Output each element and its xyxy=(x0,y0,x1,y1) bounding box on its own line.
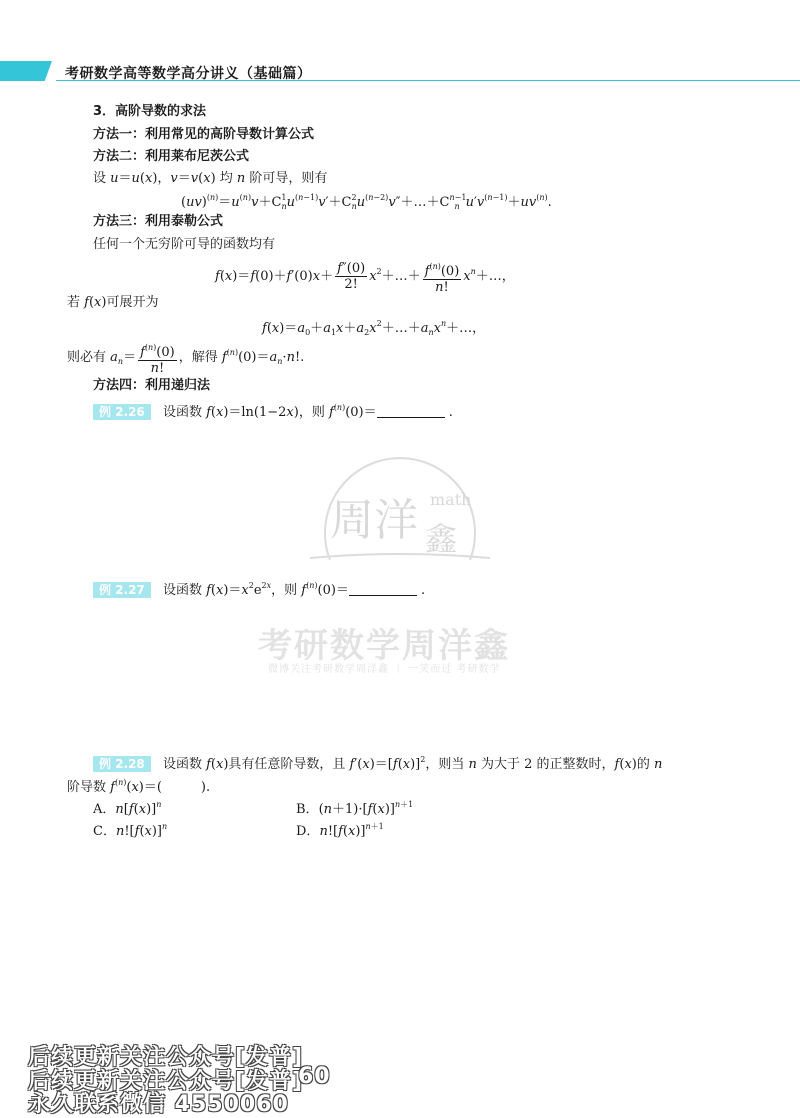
footer-line-3: 永久联系微信 4550060 xyxy=(28,1092,289,1117)
footer-line-2: 后续更新关注公众号[发普] xyxy=(28,1069,304,1094)
method-two-text: 设 u＝u(x)，v＝v(x) 均 n 阶可导，则有 xyxy=(93,171,328,186)
page-header-title: 考研数学高等数学高分讲义（基础篇） xyxy=(65,66,312,82)
watermark-logo-text: 周洋 xyxy=(330,495,418,546)
option-a: A．$n[f(x)]^n$ xyxy=(93,800,162,817)
example-tag: 例 2.27 xyxy=(93,582,151,598)
option-d: D．$n![f(x)]^{n+1}$ xyxy=(296,822,384,839)
watermark-logo xyxy=(300,440,500,590)
method-one: 方法一：利用常见的高阶导数计算公式 xyxy=(93,127,315,142)
coefficient-relation: 则必有 $a_n=$ $\frac{f^{(n)}(0)}{n!}$ ，解得 $f^{(n)}(0)=a_n\cdot n$!. xyxy=(67,336,304,379)
power-series: $f(x)=a_0+a_1x+a_2x^2+\dots+a_nx^n+\dots$， xyxy=(262,319,486,337)
method-two: 方法二：利用莱布尼茨公式 xyxy=(93,149,250,164)
watermark-logo-char: 鑫 xyxy=(425,520,458,558)
watermark-brand: 考研数学周洋鑫 xyxy=(258,626,510,666)
example-2-28: 例 2.28 设函数 f(x)具有任意阶导数，且 $f'(x)=[f(x)]^2$，则当 n 为大于 2 的正整数时，f(x)的 n xyxy=(93,752,662,773)
option-b: B．$(n+1)\cdot[f(x)]^{n+1}$ xyxy=(296,800,414,817)
example-tag: 例 2.28 xyxy=(93,756,151,772)
method-four: 方法四：利用递归法 xyxy=(93,378,211,393)
expand-text: 若 f(x)可展开为 xyxy=(67,295,159,310)
header-accent-band xyxy=(0,61,52,81)
example-tag: 例 2.26 xyxy=(93,404,151,420)
watermark-slogan: 微博关注考研数学周洋鑫 ｜ 一笑而过 考研数学 xyxy=(268,664,501,675)
example-2-28-line2: 阶导数 $f^{(n)}(x)=$( ). xyxy=(67,778,211,795)
example-2-26: 例 2.26 设函数 f(x)＝ln(1−2x)，则 $f^{(n)}(0)=$ . xyxy=(93,400,453,421)
leibniz-formula: $(uv)^{(n)}=u^{(n)}v+C^1_nu^{(n-1)}v'+C^2_nu^{(n-2)}v''+\dots+C^{n-1}_n$ $u'v^{(n-1)}+uv^{(n)}$. xyxy=(181,193,552,211)
section-heading: 3．高阶导数的求法 xyxy=(93,104,207,119)
method-three-text: 任何一个无穷阶可导的函数均有 xyxy=(93,237,276,252)
footer-line-1: 后续更新关注公众号[发普] xyxy=(28,1045,304,1070)
example-2-27: 例 2.27 设函数 $f(x)=x^2e^{2x}$，则 $f^{(n)}(0)=$ . xyxy=(93,578,425,599)
option-c: C．$n![f(x)]^n$ xyxy=(93,822,168,839)
watermark-logo-sub: math xyxy=(430,490,472,509)
method-three: 方法三：利用泰勒公式 xyxy=(93,214,224,229)
page-number: 60 xyxy=(298,1064,331,1089)
taylor-formula: f(x)＝f(0)＋f′(0)x＋ $\frac{f''(0)}{2!}$ $x^2+\dots+$ $\frac{f^{(n)}(0)}{n!}$ $x^n+\dots$， xyxy=(215,255,515,295)
